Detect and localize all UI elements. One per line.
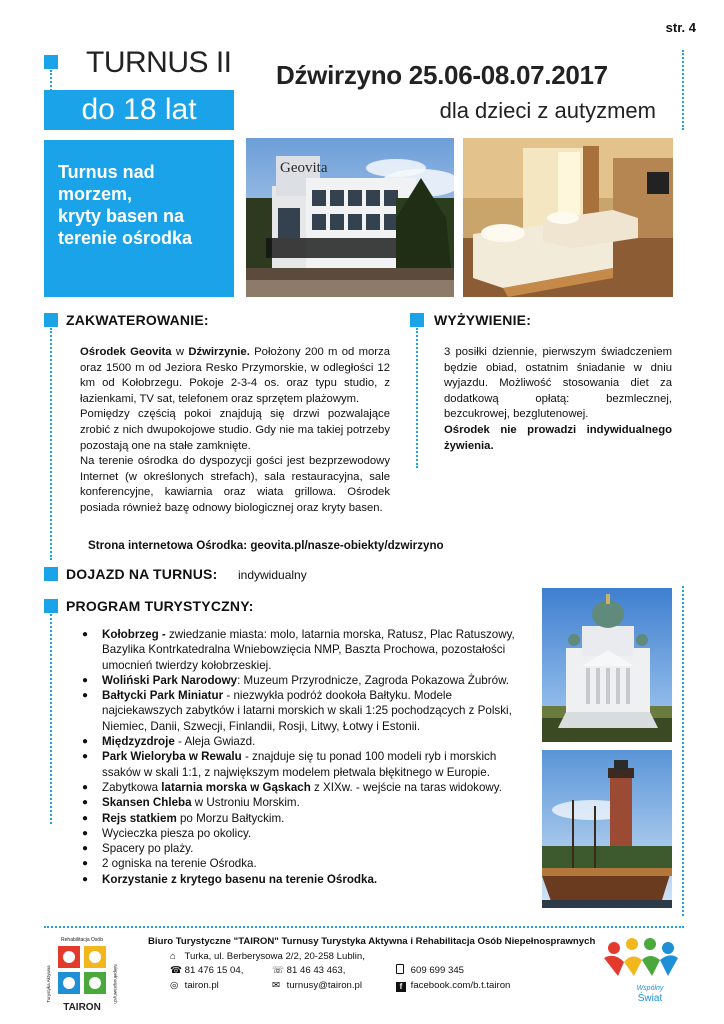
program-item-text: w Ustroniu Morskim. — [191, 796, 300, 810]
program-item — [82, 795, 522, 810]
age-badge-label: do 18 lat — [81, 93, 197, 126]
program-item-title: Rejs statkiem — [102, 811, 177, 825]
accommodation-paragraph: Na terenie ośrodka do dyspozycji gości jest bezprzewodowy Internet (w określonych strefach), sala restauracyjna, sale konferencyjne, kawiarnia oraz wiata grillowa. Ośrodek posiada również bazę odnowy biologicznej oraz kryty basen. — [80, 455, 390, 514]
intro-box — [44, 140, 234, 297]
accommodation-heading: ZAKWATEROWANIE: — [66, 312, 209, 328]
program-item — [82, 734, 522, 749]
hotel-name: Ośrodek Geovita — [80, 346, 172, 358]
home-icon: ⌂ — [170, 951, 176, 962]
program-square — [44, 599, 58, 613]
right-dotted-rule-bottom — [682, 586, 684, 916]
footer-mobile[interactable]: 609 699 345 — [410, 965, 465, 976]
program-item-title: Park Wieloryba w Rewalu — [102, 750, 242, 764]
program-item — [82, 841, 522, 856]
transport-value: indywidualny — [238, 568, 307, 582]
catering-paragraph: 3 posiłki dziennie, pierwszym świadczeniem będzie obiad, ostatnim śniadanie w dniu wyjazdu. Możliwość stosowania diet za dodatkową opłatą: bezmlecznej, bezcukrowej, bezglutenowej. — [444, 346, 672, 421]
program-item-title: latarnia morska w Gąskach — [161, 780, 311, 794]
footer-facebook-row — [396, 979, 510, 993]
program-item — [82, 826, 522, 841]
footer-dotted-rule — [44, 926, 684, 928]
mobile-icon — [396, 964, 404, 974]
lighthouse-ship-photo — [542, 750, 672, 908]
audience: dla dzieci z autyzmem — [439, 98, 656, 123]
logo-right-text: Niepełnosprawnych — [113, 964, 118, 1004]
program-item-text: zwiedzanie miasta: molo, latarnia morska, Ratusz, Plac Ratuszowy, Bazylika Kontrkatedralna Wniebowzięcia NMP, Baszta Prochowa, pozostałości umocnień twierdzy kołobrzeskiej. — [102, 628, 515, 672]
program-item — [82, 811, 522, 826]
program-item — [82, 688, 522, 734]
age-badge — [44, 90, 234, 130]
program-item-text: Zabytkowa — [102, 780, 162, 794]
footer-mobile-row — [396, 964, 464, 978]
transport-heading: DOJAZD NA TURNUS: — [66, 566, 218, 582]
page-number: str. 4 — [665, 20, 696, 35]
intro-line: Turnus nad — [58, 162, 155, 182]
footer-email[interactable]: turnusy@tairon.pl — [286, 980, 363, 991]
intro-line: terenie ośrodka — [58, 228, 193, 248]
footer-org: Biuro Turystyczne "TAIRON" Turnusy Turystyka Aktywna i Rehabilitacja Osób Niepełnosprawnych — [148, 936, 596, 947]
hotel-room-photo — [463, 138, 673, 297]
program-item-text: : Muzeum Przyrodnicze, Zagroda Pokazowa Żubrów. — [237, 673, 510, 687]
catering-dotted-rule — [416, 328, 418, 468]
fax-icon: ☏ — [272, 965, 284, 976]
accommodation-dotted-rule — [50, 328, 52, 560]
footer-facebook[interactable]: facebook.com/b.t.tairon — [410, 980, 511, 991]
program-item — [82, 856, 522, 871]
logo-top-text: Rehabilitacja Osób — [61, 937, 103, 943]
tairon-logo — [44, 932, 120, 1016]
program-list — [82, 627, 522, 887]
program-item — [82, 673, 522, 688]
program-item-text: po Morzu Bałtyckim. — [176, 811, 285, 825]
location-dates: Dźwirzyno 25.06-08.07.2017 — [276, 60, 608, 90]
program-item — [82, 872, 522, 887]
envelope-icon: ✉ — [272, 980, 281, 991]
program-dotted-rule — [50, 614, 52, 824]
cathedral-photo — [542, 588, 672, 742]
program-item — [82, 627, 522, 673]
program-item — [82, 749, 522, 780]
footer-phone2-row — [272, 964, 345, 978]
program-item-text: z XIXw. - wejście na taras widokowy. — [310, 780, 502, 794]
logo-name: TAIRON — [63, 1002, 101, 1013]
footer-address: Turka, ul. Berberysowa 2/2, 20-258 Lublin, — [184, 951, 365, 962]
footer-phone-row — [170, 964, 243, 978]
transport-square — [44, 567, 58, 581]
footer-phone1[interactable]: 81 476 15 04, — [184, 965, 244, 976]
footer-phone2[interactable]: 81 46 43 463, — [286, 965, 346, 976]
catering-note: Ośrodek nie prowadzi indywidualnego żywienia. — [444, 423, 672, 452]
right-dotted-rule-top — [682, 50, 684, 130]
footer-address-row — [170, 950, 365, 964]
phone-icon: ☎ — [170, 965, 182, 976]
accommodation-text — [80, 345, 390, 517]
page-title: TURNUS II — [86, 46, 232, 79]
accommodation-paragraph — [80, 345, 390, 407]
text-fragment: w — [171, 346, 189, 358]
town-name: Dźwirzynie. — [188, 346, 250, 358]
intro-line: kryty basen na — [58, 206, 185, 226]
program-item-text: Spacery po plaży. — [102, 842, 194, 856]
facebook-icon: f — [396, 982, 406, 992]
program-item — [82, 780, 522, 795]
intro-line: morzem, — [58, 184, 133, 204]
catering-text — [444, 345, 672, 454]
title-square — [44, 55, 58, 69]
program-item-title: Korzystanie z krytego basenu na terenie Ośrodka. — [102, 872, 378, 886]
program-item-text: - Aleja Gwiazd. — [174, 735, 256, 749]
program-item-text: Wycieczka piesza po okolicy. — [102, 826, 252, 840]
text-fragment: Położony 200 m od morza oraz 1500 m od Jeziora Resko Przymorskie, w odległości 12 km od Kołobrzegu. Pokoje 2-3-4 os. oraz typu studio, z łazienkami, TV sat, telefonem oraz sprzętem plażowym. — [80, 346, 390, 405]
program-item-title: Skansen Chleba — [102, 796, 192, 810]
hotel-building-photo — [246, 138, 454, 297]
hotel-website-link[interactable]: Strona internetowa Ośrodka: geovita.pl/nasze-obiekty/dzwirzyno — [88, 539, 444, 552]
globe-icon: ◎ — [170, 980, 179, 991]
accommodation-square — [44, 313, 58, 327]
partner-logo-line1: Wspólny — [636, 985, 664, 992]
hotel-sign-text: Geovita — [280, 160, 328, 176]
footer-email-row — [272, 979, 362, 993]
program-item-text: - znajduje się tu ponad 100 modeli ryb i morskich ssaków w skali 1:1, z największym modelem płetwala błękitnego w Europie. — [102, 750, 497, 779]
program-item-title: Bałtycki Park Miniatur — [102, 689, 224, 703]
catering-heading: WYŻYWIENIE: — [434, 312, 532, 328]
program-item-text: 2 ogniska na terenie Ośrodka. — [102, 857, 257, 871]
program-item-title: Międzyzdroje — [102, 735, 175, 749]
logo-left-text: Turystyka Aktywna — [46, 965, 51, 1003]
partner-logo-line2: Świat — [637, 993, 663, 1004]
program-item-text: - niezwykła podróż dookoła Bałtyku. Modele najciekawszych zabytków i latarni morskich w skali 1:25 pochodzących z Polski, Niemiec, Danii, Szwecji, Finlandii, Rosji, Litwy, Łotwy i Estonii. — [102, 689, 512, 733]
program-item-title: Woliński Park Narodowy — [102, 673, 238, 687]
program-heading: PROGRAM TURYSTYCZNY: — [66, 598, 254, 614]
catering-square — [410, 313, 424, 327]
accommodation-paragraph: Pomiędzy częścią pokoi znajdują się drzwi pozwalające zrobić z nich dwupokojowe studio. Gdy nie ma takiej potrzeby pozostają one na stałe zamknięte. — [80, 408, 390, 452]
footer-web-row — [170, 979, 219, 993]
wspolny-swiat-logo — [598, 932, 684, 1004]
footer-website[interactable]: tairon.pl — [184, 980, 219, 991]
program-item-title: Kołobrzeg - — [102, 628, 166, 641]
